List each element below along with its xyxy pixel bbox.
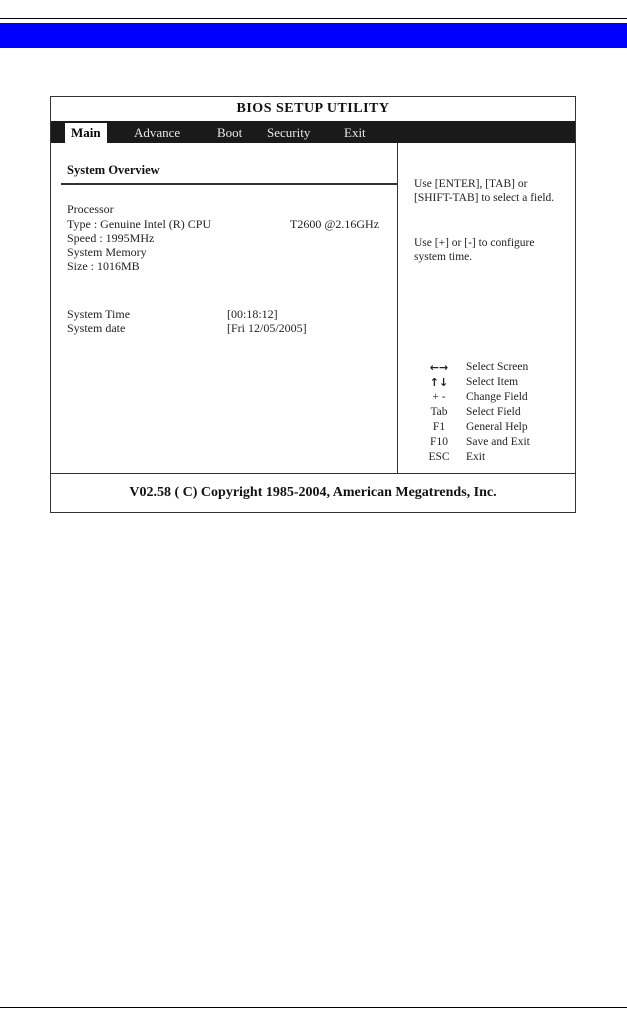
key-desc: General Help xyxy=(466,421,528,433)
tab-boot[interactable]: Boot xyxy=(217,125,243,140)
key-desc: Exit xyxy=(466,451,486,463)
section-title: System Overview xyxy=(67,163,160,177)
tab-advance[interactable]: Advance xyxy=(134,125,181,140)
cpu-type: Type : Genuine Intel (R) CPU xyxy=(67,217,212,231)
copyright-footer: V02.58 ( C) Copyright 1985-2004, American Megatrends, Inc. xyxy=(129,485,497,500)
memory-size: Size : 1016MB xyxy=(67,259,140,273)
key-legend-row xyxy=(398,376,575,391)
key-label: F10 xyxy=(430,436,448,448)
system-date-label: System date xyxy=(67,321,126,335)
key-desc: Select Field xyxy=(466,406,521,418)
help-text-navigation: Use [ENTER], [TAB] or [SHIFT-TAB] to select a field. xyxy=(414,178,555,204)
system-time-field[interactable]: [00:18:12] xyxy=(227,307,278,321)
key-legend-row xyxy=(398,451,575,466)
key-desc: Select Screen xyxy=(466,361,529,373)
section-divider xyxy=(61,183,397,185)
help-text-configure: Use [+] or [-] to configure system time. xyxy=(414,237,535,263)
settings-pane xyxy=(51,143,398,473)
bottom-rule xyxy=(0,1007,627,1008)
cpu-model: T2600 @2.16GHz xyxy=(290,217,380,231)
key-label: F1 xyxy=(432,421,446,433)
key-label: ESC xyxy=(428,451,450,463)
processor-label: Processor xyxy=(67,202,114,216)
key-desc: Save and Exit xyxy=(466,436,530,448)
key-label: Tab xyxy=(430,406,448,418)
tab-security[interactable]: Security xyxy=(267,125,311,140)
system-date-field[interactable]: [Fri 12/05/2005] xyxy=(227,321,307,335)
memory-label: System Memory xyxy=(67,245,147,259)
cpu-speed: Speed : 1995MHz xyxy=(67,231,155,245)
bios-title: BIOS SETUP UTILITY xyxy=(236,101,390,116)
key-desc: Select Item xyxy=(466,376,519,388)
key-legend-row xyxy=(398,436,575,451)
up-down-arrows-icon: ↑↓ xyxy=(429,376,449,389)
top-rule xyxy=(0,18,627,19)
tab-exit[interactable]: Exit xyxy=(344,125,366,140)
system-time-label: System Time xyxy=(67,307,131,321)
left-right-arrows-icon: ←→ xyxy=(429,361,449,374)
tab-main[interactable]: Main xyxy=(65,123,107,143)
key-legend-row xyxy=(398,361,575,376)
key-legend-row xyxy=(398,391,575,406)
help-pane xyxy=(398,143,575,473)
bios-screenshot xyxy=(50,96,576,513)
key-label: + - xyxy=(432,391,446,403)
key-legend-row xyxy=(398,406,575,421)
key-desc: Change Field xyxy=(466,391,528,403)
bios-menubar xyxy=(51,121,575,143)
key-legend-row xyxy=(398,421,575,436)
header-band xyxy=(0,23,627,48)
